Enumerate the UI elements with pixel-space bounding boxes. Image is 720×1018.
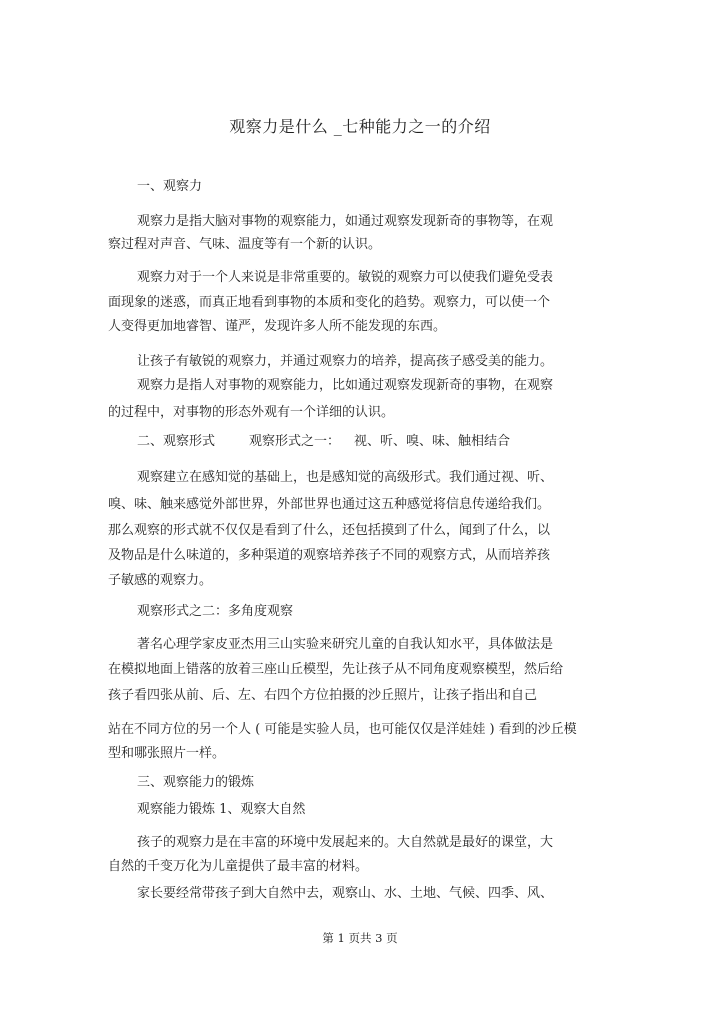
paragraph-line: 面现象的迷惑，而真正地看到事物的本质和变化的趋势。观察力，可以使一个 bbox=[108, 295, 551, 310]
paragraph-line: 子敏感的观察力。 bbox=[108, 573, 213, 588]
paragraph-line: 观察力对于一个人来说是非常重要的。敏锐的观察力可以使我们避免受表 bbox=[137, 270, 554, 285]
paragraph-line: 人变得更加地睿智、谨严，发现许多人所不能发现的东西。 bbox=[108, 319, 447, 334]
paragraph-line: 及物品是什么味道的，多种渠道的观察培养孩子不同的观察方式，从而培养孩 bbox=[108, 548, 551, 563]
paragraph-line: 站在不同方位的另一个人 ( 可能是实验人员，也可能仅仅是洋娃娃 ) 看到的沙丘模 bbox=[108, 722, 577, 737]
section-heading: 三、观察能力的锻炼 bbox=[137, 775, 255, 790]
paragraph-line: 在模拟地面上错落的放着三座山丘模型，先让孩子从不同角度观察模型，然后给 bbox=[108, 662, 564, 677]
document-title: 观察力是什么 _七种能力之一的介绍 bbox=[229, 117, 491, 136]
subsection-detail: 视、听、嗅、味、触相结合 bbox=[354, 434, 511, 449]
paragraph-line: 孩子的观察力是在丰富的环境中发展起来的。大自然就是最好的课堂，大 bbox=[137, 835, 554, 850]
paragraph-line: 型和哪张照片一样。 bbox=[108, 746, 226, 761]
section-heading bbox=[137, 434, 510, 450]
paragraph-line: 观察力是指大脑对事物的观察能力，如通过观察发现新奇的事物等，在观 bbox=[137, 214, 554, 229]
paragraph-line: 孩子看四张从前、后、左、右四个方位拍摄的沙丘照片，让孩子指出和自己 bbox=[108, 688, 538, 703]
paragraph-line: 自然的千变万化为儿童提供了最丰富的材料。 bbox=[108, 859, 369, 874]
paragraph-line: 嗅、味、触来感觉外部世界，外部世界也通过这五种感觉将信息传递给我们。 bbox=[108, 497, 551, 512]
paragraph-line: 观察力是指人对事物的观察能力，比如通过观察发现新奇的事物，在观察 bbox=[137, 378, 554, 393]
subsection-label: 观察形式之一： bbox=[249, 434, 341, 449]
paragraph-line: 让孩子有敏锐的观察力，并通过观察力的培养，提高孩子感受美的能力。 bbox=[137, 354, 554, 369]
subsection-heading: 观察能力锻炼 1、观察大自然 bbox=[137, 802, 306, 817]
page-number-footer: 第 1 页共 3 页 bbox=[322, 931, 398, 945]
section-heading: 一、观察力 bbox=[137, 179, 203, 194]
paragraph-line: 家长要经常带孩子到大自然中去，观察山、水、土地、气候、四季、风、 bbox=[137, 886, 554, 901]
section-heading-label: 二、观察形式 bbox=[137, 434, 216, 449]
paragraph-line: 著名心理学家皮亚杰用三山实验来研究儿童的自我认知水平，具体做法是 bbox=[137, 637, 554, 652]
paragraph-line: 的过程中，对事物的形态外观有一个详细的认识。 bbox=[108, 405, 395, 420]
paragraph-line: 那么观察的形式就不仅仅是看到了什么，还包括摸到了什么，闻到了什么，以 bbox=[108, 523, 551, 538]
paragraph-line: 察过程对声音、气味、温度等有一个新的认识。 bbox=[108, 237, 382, 252]
subsection-heading: 观察形式之二：多角度观察 bbox=[137, 604, 294, 619]
paragraph-line: 观察建立在感知觉的基础上，也是感知觉的高级形式。我们通过视、听、 bbox=[137, 470, 554, 485]
